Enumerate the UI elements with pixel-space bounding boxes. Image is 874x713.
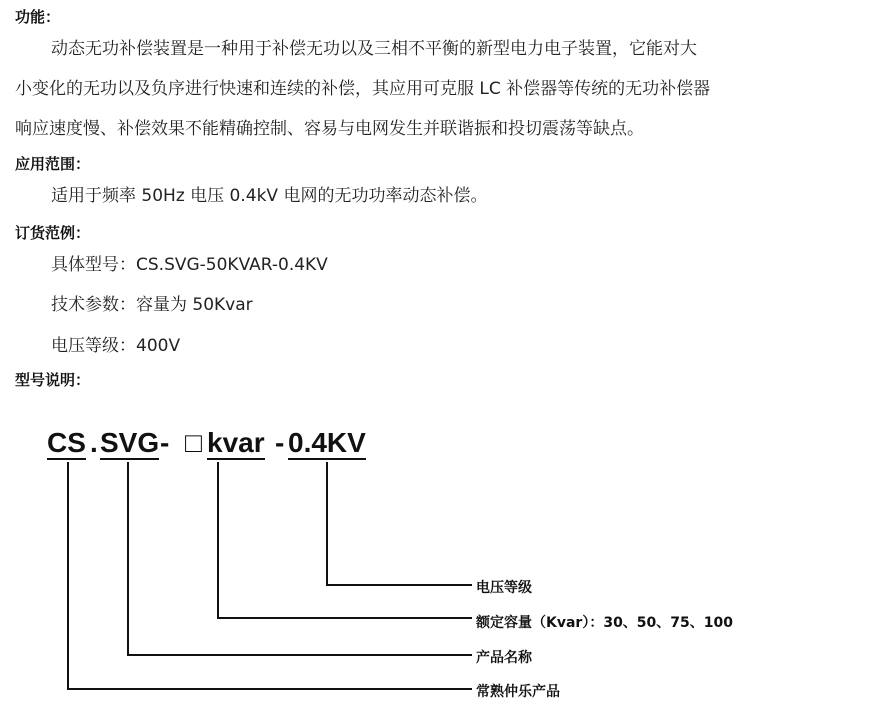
label-product-name: 产品名称 (476, 650, 532, 666)
model-heading: 型号说明： (15, 371, 91, 389)
code-separator-dot: . (90, 427, 98, 458)
label-manufacturer: 常熟仲乐产品 (476, 684, 560, 700)
code-box-placeholder: □ (185, 427, 202, 458)
code-part-cs: CS (47, 427, 86, 458)
order-heading: 订货范例： (15, 224, 91, 242)
function-text-line-1: 动态无功补偿装置是一种用于补偿无功以及三相不平衡的新型电力电子装置，它能对大 (51, 39, 697, 59)
scope-text: 适用于频率 50Hz 电压 0.4kV 电网的无功功率动态补偿。 (51, 186, 488, 206)
function-text-line-3: 响应速度慢、补偿效果不能精确控制、容易与电网发生并联谐振和投切震荡等缺点。 (15, 119, 644, 139)
order-param: 技术参数：容量为 50Kvar (51, 295, 253, 315)
function-text-line-2: 小变化的无功以及负序进行快速和连续的补偿，其应用可克服 LC 补偿器等传统的无功补偿器 (15, 79, 711, 99)
label-rated-capacity: 额定容量（Kvar）：30、50、75、100 (476, 615, 733, 631)
connector-voltage (327, 462, 472, 585)
label-voltage-level: 电压等级 (476, 580, 532, 596)
order-model: 具体型号：CS.SVG-50KVAR-0.4KV (51, 255, 328, 275)
scope-heading: 应用范围： (15, 155, 91, 173)
order-voltage: 电压等级：400V (51, 336, 181, 356)
connector-capacity (218, 462, 472, 618)
code-separator-dash-2: - (275, 427, 285, 458)
code-part-voltage: 0.4KV (288, 427, 366, 458)
function-heading: 功能： (15, 8, 61, 26)
code-part-kvar: kvar (207, 427, 265, 458)
code-part-svg: SVG (100, 427, 160, 458)
code-separator-dash-1: - (160, 427, 170, 458)
connector-product-name (128, 462, 472, 655)
